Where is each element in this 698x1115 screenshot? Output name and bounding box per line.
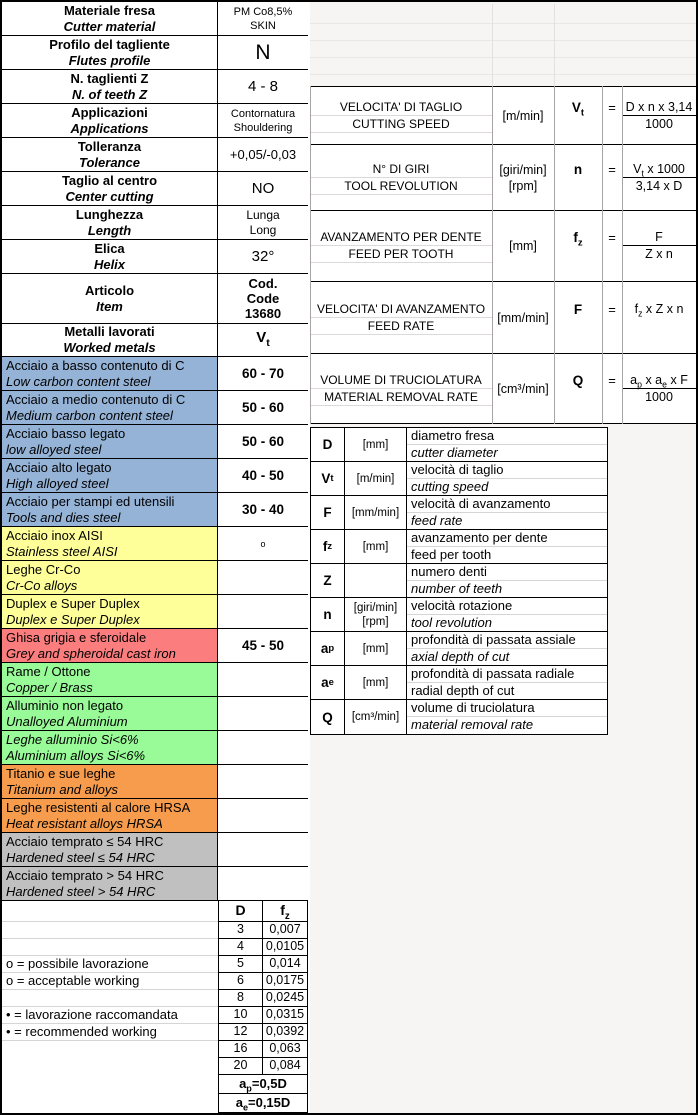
legend-desc-en: tool revolution <box>411 615 492 630</box>
legend-desc-en: cutting speed <box>411 479 489 494</box>
metal-name-cell <box>2 663 218 696</box>
working-note <box>2 901 218 922</box>
metal-name-it: Acciaio temprato ≤ 54 HRC <box>6 833 164 849</box>
feed-fz-value: 0,0105 <box>265 939 305 953</box>
formula-numerator: $a_p$ x $a_e$ x F <box>622 372 696 389</box>
metal-name-it: Ghisa grigia e sferoidale <box>6 629 147 645</box>
legend-description <box>407 598 607 631</box>
legend-symbol: Z <box>311 564 345 597</box>
attr-label-it: Profilo del tagliente <box>49 36 170 52</box>
attr-row-metalli-lavorati <box>2 324 308 357</box>
metal-name-cell <box>2 425 218 458</box>
legend-desc-en: number of teeth <box>411 581 503 596</box>
formula-symbol: $V_t$ <box>571 99 585 119</box>
feed-diameter: 8 <box>219 990 263 1006</box>
metal-name-en: Unalloyed Aluminium <box>6 713 128 729</box>
legend-unit: [giri/min] [rpm] <box>345 598 407 631</box>
legend-desc-it: profondità di passata radiale <box>407 666 607 683</box>
legend-symbol: V t <box>311 462 345 495</box>
formula-numerator: $f_z$ x Z x n <box>634 301 684 318</box>
vt-symbol: $V_t$ <box>256 328 270 349</box>
feed-row <box>219 1041 307 1058</box>
formula-name-it: VELOCITA' DI AVANZAMENTO <box>310 301 492 318</box>
metal-vt-value: 50 - 60 <box>218 391 308 424</box>
attr-label <box>2 172 218 205</box>
metal-vt-value: o <box>218 527 308 560</box>
item-code: 13680 <box>244 306 282 321</box>
metal-name-cell <box>2 799 218 832</box>
formula-section <box>310 211 696 282</box>
attr-label <box>2 324 218 356</box>
metal-name-en: Stainless steel AISI <box>6 543 118 559</box>
metal-row <box>2 595 308 629</box>
attr-row-materiale <box>2 2 308 36</box>
metal-name-cell <box>2 527 218 560</box>
attr-row-taglio-centro <box>2 172 308 206</box>
metal-name-en: Duplex e Super Duplex <box>6 611 140 627</box>
attr-value-line: +0,05/-0,03 <box>229 147 297 162</box>
legend-symbol: n <box>311 598 345 631</box>
attr-value <box>218 138 308 171</box>
attr-value <box>218 2 308 35</box>
attr-label <box>2 2 218 35</box>
legend-desc-it: numero denti <box>407 564 607 581</box>
metal-vt-value <box>218 663 308 696</box>
attr-value <box>218 206 308 239</box>
metal-name-it: Acciaio basso legato <box>6 425 126 441</box>
feed-fz-value: 0,0175 <box>265 973 305 987</box>
attr-label <box>2 206 218 239</box>
legend-description <box>407 428 607 461</box>
metal-name-it: Leghe Cr-Co <box>6 561 81 577</box>
feed-table-header <box>219 901 307 922</box>
attr-label-en: Flutes profile <box>68 52 151 68</box>
metal-name-en: Heat resistant alloys HRSA <box>6 815 163 831</box>
feed-row <box>219 973 307 990</box>
attr-label-en: Cutter material <box>63 18 156 34</box>
metal-vt-value: 40 - 50 <box>218 459 308 492</box>
formula-name-en: FEED RATE <box>310 318 492 335</box>
legend-row <box>311 428 607 462</box>
metal-name-en: High alloyed steel <box>6 475 109 491</box>
attr-value-line: Long <box>249 222 277 237</box>
feed-per-tooth-table <box>218 901 308 1113</box>
radial-depth-rule: $a_e=0,15D$ <box>235 1095 291 1113</box>
attr-label <box>2 138 218 171</box>
metal-name-cell <box>2 561 218 594</box>
metal-vt-value <box>218 731 308 764</box>
attr-row-tolleranza <box>2 138 308 172</box>
gridline <box>310 40 696 41</box>
attr-label-en: Tolerance <box>79 154 140 170</box>
attr-value <box>218 36 308 69</box>
formula-unit: [mm/min] <box>497 310 549 325</box>
column-header-fz: $f_z$ <box>280 902 290 922</box>
feed-diameter: 12 <box>219 1024 263 1040</box>
attr-label-it: Tolleranza <box>77 138 142 154</box>
formula-name-en: MATERIAL REMOVAL RATE <box>310 389 492 406</box>
attr-row-elica <box>2 240 308 274</box>
legend-desc-en: feed per tooth <box>411 547 492 562</box>
feed-fz-value: 0,007 <box>269 922 301 936</box>
feed-row <box>219 956 307 973</box>
legend-desc-it: velocità di avanzamento <box>407 496 607 513</box>
working-note <box>2 1041 218 1058</box>
legend-desc-it: velocità rotazione <box>407 598 607 615</box>
legend-desc-it: diametro fresa <box>407 428 607 445</box>
metal-name-it: Acciaio per stampi ed utensili <box>6 493 175 509</box>
gridline <box>492 86 493 424</box>
metal-name-cell <box>2 731 218 764</box>
legend-description <box>407 700 607 734</box>
feed-fz-value: 0,0315 <box>265 1007 305 1021</box>
legend-row <box>311 462 607 496</box>
attr-label-it: Applicazioni <box>71 104 148 120</box>
legend-row <box>311 700 607 734</box>
feed-row <box>219 1024 307 1041</box>
formula-denominator: Z x n <box>645 247 673 261</box>
formula-numerator: $V_t$ x 1000 <box>622 161 696 178</box>
attr-label <box>2 240 218 273</box>
metal-vt-value <box>218 799 308 832</box>
feed-diameter: 3 <box>219 922 263 938</box>
feed-diameter: 16 <box>219 1041 263 1057</box>
feed-row <box>219 990 307 1007</box>
legend-desc-en: cutter diameter <box>411 445 498 460</box>
legend-description <box>407 564 607 597</box>
metal-name-en: Aluminium alloys Si<6% <box>6 747 146 763</box>
attr-label-it: Articolo <box>84 282 135 298</box>
metal-name-en: Hardened steel ≤ 54 HRC <box>6 849 155 865</box>
legend-row <box>311 564 607 598</box>
formula-name-it: N° DI GIRI <box>310 161 492 178</box>
formula-numerator: D x n x 3,14 <box>622 99 696 116</box>
metal-name-it: Acciaio temprato > 54 HRC <box>6 867 164 883</box>
legend-unit: [mm] <box>345 530 407 563</box>
feed-row <box>219 1058 307 1075</box>
metal-row <box>2 459 308 493</box>
working-note: • = lavorazione raccomandata <box>2 1007 218 1024</box>
legend-unit: [mm] <box>345 428 407 461</box>
metal-row <box>2 765 308 799</box>
attr-label-en: Length <box>87 222 132 238</box>
legend-row <box>311 496 607 530</box>
attr-label-it: Elica <box>94 240 125 256</box>
metal-name-it: Alluminio non legato <box>6 697 124 713</box>
equals-sign: = <box>608 301 616 317</box>
attr-value-line: Shouldering <box>233 121 293 134</box>
attr-row-applicazioni <box>2 104 308 138</box>
attr-label-it: Materiale fresa <box>63 2 156 18</box>
metal-name-en: Titanium and alloys <box>6 781 118 797</box>
legend-unit: [m/min] <box>345 462 407 495</box>
formula-section <box>310 282 696 354</box>
metal-name-it: Acciaio a basso contenuto di C <box>6 357 185 373</box>
formula-name-en: CUTTING SPEED <box>310 116 492 133</box>
working-note <box>2 990 218 1007</box>
formula-section <box>310 87 696 145</box>
formula-numerator: F <box>622 229 696 246</box>
attr-label-en: N. of teeth Z <box>71 86 148 102</box>
metal-name-en: Medium carbon content steel <box>6 407 173 423</box>
formula-symbol: n <box>573 161 583 177</box>
attr-label <box>2 36 218 69</box>
legend-row <box>311 530 607 564</box>
attr-label-it: Lunghezza <box>75 206 144 222</box>
metal-name-cell <box>2 493 218 526</box>
formula-unit: [mm] <box>509 239 537 253</box>
metal-name-it: Acciaio inox AISI <box>6 527 103 543</box>
metal-vt-value: 50 - 60 <box>218 425 308 458</box>
gridline <box>622 86 623 424</box>
legend-symbol: D <box>311 428 345 461</box>
metal-name-en: Cr-Co alloys <box>6 577 78 593</box>
metal-vt-value: 45 - 50 <box>218 629 308 662</box>
formula-name-it: VOLUME DI TRUCIOLATURA <box>310 372 492 389</box>
metal-row <box>2 799 308 833</box>
attr-value <box>218 324 308 356</box>
formulas-panel <box>310 86 696 424</box>
legend-desc-en: axial depth of cut <box>411 649 510 664</box>
formula-denominator: 3,14 x D <box>635 178 683 193</box>
attr-label-en: Worked metals <box>63 340 156 355</box>
feed-row <box>219 939 307 956</box>
attr-value <box>218 104 308 137</box>
attr-label-en: Center cutting <box>65 188 154 204</box>
working-note <box>2 1058 218 1075</box>
legend-row <box>311 598 607 632</box>
attr-value-line: Contornatura <box>230 107 296 120</box>
formula-name-en: TOOL REVOLUTION <box>310 178 492 195</box>
gridline <box>310 86 311 424</box>
feed-row <box>219 1007 307 1024</box>
metal-name-cell <box>2 595 218 628</box>
metal-name-it: Acciaio alto legato <box>6 459 112 475</box>
formula-section <box>310 145 696 211</box>
working-note <box>2 922 218 939</box>
attr-value-line: NO <box>251 180 275 197</box>
attr-value-line: Cod. <box>248 276 278 291</box>
legend-description <box>407 496 607 529</box>
formula-name-en: FEED PER TOOTH <box>310 246 492 263</box>
legend-symbol: Q <box>311 700 345 734</box>
metal-vt-value <box>218 833 308 866</box>
metal-name-it: Leghe resistenti al calore HRSA <box>6 799 191 815</box>
metal-vt-value <box>218 697 308 730</box>
legend-description <box>407 530 607 563</box>
attr-value <box>218 172 308 205</box>
attr-value-line: Lunga <box>246 207 280 222</box>
metal-name-en: Hardened steel > 54 HRC <box>6 883 156 899</box>
metal-name-en: Low carbon content steel <box>6 373 151 389</box>
working-note <box>2 939 218 956</box>
metal-name-cell <box>2 833 218 866</box>
attr-value <box>218 240 308 273</box>
feed-fz-value: 0,084 <box>269 1058 301 1072</box>
formula-name-it: VELOCITA' DI TAGLIO <box>310 99 492 116</box>
formula-unit: [cm³/min] <box>497 381 549 396</box>
metal-vt-value <box>218 561 308 594</box>
legend-desc-it: volume di truciolatura <box>407 700 607 717</box>
metal-name-cell <box>2 357 218 390</box>
attr-label-it: Metalli lavorati <box>64 324 155 339</box>
legend-unit: [mm/min] <box>345 496 407 529</box>
legend-desc-en: feed rate <box>411 513 463 528</box>
metal-row <box>2 493 308 527</box>
axial-depth-rule: $a_p=0,5D$ <box>219 1075 307 1094</box>
feed-diameter: 10 <box>219 1007 263 1023</box>
metal-name-it: Acciaio a medio contenuto di C <box>6 391 186 407</box>
equals-sign: = <box>608 372 616 388</box>
metal-name-cell <box>2 765 218 798</box>
legend-desc-it: velocità di taglio <box>407 462 607 479</box>
attr-value-line: SKIN <box>250 19 276 32</box>
formula-unit: [m/min] <box>502 108 544 123</box>
formula-section <box>310 354 696 424</box>
working-note: o = acceptable working <box>2 973 218 990</box>
metal-vt-value: 60 - 70 <box>218 357 308 390</box>
metal-row <box>2 731 308 765</box>
gridline <box>554 4 555 86</box>
metal-row <box>2 357 308 391</box>
attr-value-item-code <box>218 274 308 323</box>
metal-row <box>2 527 308 561</box>
metal-vt-value <box>218 595 308 628</box>
formula-denominator: 1000 <box>645 116 673 131</box>
legend-desc-en: radial depth of cut <box>411 683 515 698</box>
legend-desc-it: profondità di passata assiale <box>407 632 607 649</box>
attr-value-line: 4 - 8 <box>247 78 278 95</box>
attributes-table <box>2 2 308 901</box>
equals-sign: = <box>608 99 616 115</box>
metal-row <box>2 867 308 901</box>
metal-name-cell <box>2 459 218 492</box>
metal-name-en: low alloyed steel <box>6 441 102 457</box>
metal-row <box>2 697 308 731</box>
attr-label-it: Taglio al centro <box>61 172 158 188</box>
legend-unit: [mm] <box>345 666 407 699</box>
working-notes <box>2 901 218 1075</box>
metal-name-it: Leghe alluminio Si<6% <box>6 731 139 747</box>
metal-row <box>2 833 308 867</box>
formula-symbol: $f_z$ <box>573 230 583 249</box>
metal-name-cell <box>2 629 218 662</box>
symbols-legend-table <box>310 427 608 735</box>
attr-value-line: PM Co8,5% <box>233 5 293 18</box>
feed-fz-value: 0,063 <box>269 1041 301 1055</box>
gridline <box>492 4 493 86</box>
gridline <box>310 74 696 75</box>
attr-value <box>218 70 308 103</box>
attr-value-line: N <box>255 40 271 64</box>
working-note: o = possibile lavorazione <box>2 956 218 973</box>
formula-denominator: 1000 <box>645 389 673 404</box>
working-note: • = recommended working <box>2 1024 218 1041</box>
legend-unit: [mm] <box>345 632 407 665</box>
metal-vt-value <box>218 867 308 900</box>
gridline <box>554 86 555 424</box>
metal-name-it: Rame / Ottone <box>6 663 91 679</box>
legend-symbol: F <box>311 496 345 529</box>
metal-row <box>2 663 308 697</box>
metal-name-cell <box>2 697 218 730</box>
feed-diameter: 20 <box>219 1058 263 1074</box>
formula-symbol: F <box>573 301 583 317</box>
formula-unit: [giri/min] [rpm] <box>499 162 547 193</box>
legend-description <box>407 666 607 699</box>
legend-description <box>407 632 607 665</box>
gridline <box>310 57 696 58</box>
metal-name-en: Tools and dies steel <box>6 509 121 525</box>
metal-name-it: Duplex e Super Duplex <box>6 595 140 611</box>
attr-row-profilo <box>2 36 308 70</box>
attr-label-en: Applications <box>70 120 149 136</box>
metal-name-cell <box>2 867 218 900</box>
legend-row <box>311 632 607 666</box>
legend-unit <box>345 564 407 597</box>
feed-fz-value: 0,0245 <box>265 990 305 1004</box>
feed-diameter: 4 <box>219 939 263 955</box>
legend-row <box>311 666 607 700</box>
legend-unit: [cm³/min] <box>345 700 407 734</box>
metal-row <box>2 629 308 663</box>
attr-row-taglienti <box>2 70 308 104</box>
feed-row <box>219 922 307 939</box>
feed-diameter: 5 <box>219 956 263 972</box>
feed-fz-value: 0,014 <box>269 956 301 970</box>
gridline <box>602 86 603 424</box>
attr-label <box>2 274 218 323</box>
formula-symbol: Q <box>572 372 584 388</box>
attr-row-articolo <box>2 274 308 324</box>
metal-name-it: Titanio e sue leghe <box>6 765 116 781</box>
metal-vt-value <box>218 765 308 798</box>
legend-description <box>407 462 607 495</box>
legend-desc-en: material removal rate <box>411 717 534 732</box>
metal-name-en: Copper / Brass <box>6 679 93 695</box>
formula-name-it: AVANZAMENTO PER DENTE <box>310 229 492 246</box>
metal-name-cell <box>2 391 218 424</box>
attr-label <box>2 70 218 103</box>
equals-sign: = <box>608 161 616 177</box>
metal-row <box>2 561 308 595</box>
legend-symbol: a p <box>311 632 345 665</box>
attr-row-lunghezza <box>2 206 308 240</box>
metal-name-en: Grey and spheroidal cast iron <box>6 645 176 661</box>
attr-label-en: Item <box>96 298 123 314</box>
attr-value-line: 32° <box>251 248 275 265</box>
attr-label-it: N. taglienti Z <box>70 70 149 86</box>
metal-row <box>2 391 308 425</box>
attr-label <box>2 104 218 137</box>
attr-label-en: Helix <box>93 256 126 272</box>
equals-sign: = <box>608 230 616 245</box>
gridline <box>310 23 696 24</box>
legend-symbol: f z <box>311 530 345 563</box>
legend-desc-it: avanzamento per dente <box>407 530 607 547</box>
metal-vt-value: 30 - 40 <box>218 493 308 526</box>
column-header-d: D <box>219 901 263 921</box>
feed-diameter: 6 <box>219 973 263 989</box>
attr-value-line: Code <box>246 291 280 306</box>
legend-symbol: a e <box>311 666 345 699</box>
feed-fz-value: 0,0392 <box>265 1024 305 1038</box>
metal-row <box>2 425 308 459</box>
